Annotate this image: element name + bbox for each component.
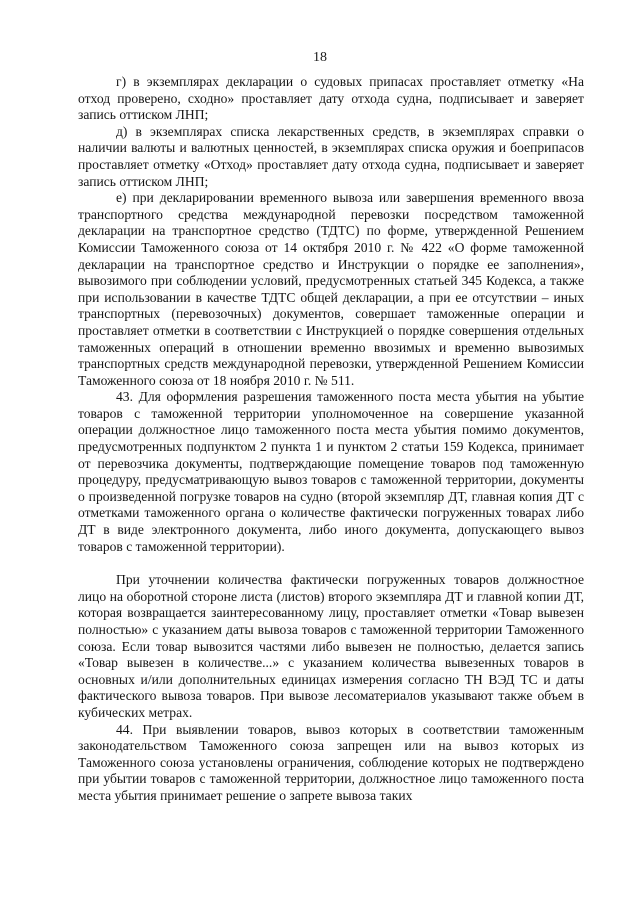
- paragraph-g-provisions-declaration: г) в экземплярах декларации о судовых припасах проставляет отметку «На отход проверено, сходно» проставляет дату отхода судна, подписывает и заверяет запись оттиском ЛНП;: [78, 74, 584, 123]
- paragraph-e-vehicle-declaration: е) при декларировании временного вывоза или завершения временного ввоза транспортного средства международной перевозки посредством таможенной декларации на транспортное средство (ТДТС) по форме, утвержденной Решением Комиссии Таможенного союза от 14 октября 2010 г. № 422 «О форме таможенной декларации на транспортное средство и Инструкции о порядке ее заполнения», вывозимого при соблюдении условий, предусмотренных статьей 345 Кодекса, а также при использовании в качестве ТДТС общей декларации, а при ее отсутствии – иных транспортных (перевозочных) документов, совершает таможенные операции и проставляет отметки в соответствии с Инструкцией о порядке совершения отдельных таможенных операций в отношении временно ввозимых и временно вывозимых транспортных средств международной перевозки, утвержденной Решением Комиссии Таможенного союза от 18 ноября 2010 г. № 511.: [78, 190, 584, 388]
- paragraph-44-prohibited-goods: 44. При выявлении товаров, вывоз которых в соответствии таможенным законодательством Таможенного союза запрещен или на вывоз которых из Таможенного союза установлены ограничения, соблюдение которых не подтверждено при убытии товаров с таможенной территории, должностное лицо таможенного поста места убытия принимает решение о запрете вывоза таких: [78, 721, 584, 803]
- paragraph-43-departure-permit: 43. Для оформления разрешения таможенного поста места убытия на убытие товаров с таможенной территории уполномоченное на совершение указанной операции должностное лицо таможенного поста места убытия помимо документов, предусмотренных подпунктом 2 пункта 1 и пунктом 2 статьи 159 Кодекса, принимает от перевозчика документы, подтверждающие помещение товаров под таможенную процедуру, предусматривающую вывоз товаров с таможенной территории, документы о произведенной погрузке товаров на судно (второй экземпляр ДТ, главная копия ДТ с отметками таможенного органа о количестве фактически погруженных товарах либо ДТ в виде электронного документа, либо иного документа, допускающего вывоз товаров с таможенной территории).: [78, 389, 584, 554]
- document-body: [78, 74, 584, 805]
- paragraph-d-medicines-list: д) в экземплярах списка лекарственных средств, в экземплярах справки о наличии валюты и валютных ценностей, в экземплярах списка оружия и боеприпасов проставляет отметку «Отход» проставляет дату отхода судна, подписывает и заверяет запись оттиском ЛНП;: [78, 123, 584, 189]
- paragraph-quantity-clarification: При уточнении количества фактически погруженных товаров должностное лицо на оборотной стороне листа (листов) второго экземпляра ДТ и главной копии ДТ, которая возвращается заинтересованному лицу, проставляет отметки «Товар вывезен полностью» с указанием даты вывоза товаров с таможенной территории Таможенного союза. Если товар вывозится частями либо вывезен не полностью, делается запись «Товар вывезен в количестве...» с указанием количества вывезенных товаров в основных и/или дополнительных единицах измерения согласно ТН ВЭД ТС и даты фактического вывоза товаров. При вывозе лесоматериалов указывают также объем в кубических метрах.: [78, 572, 584, 720]
- page-number: 18: [313, 50, 327, 65]
